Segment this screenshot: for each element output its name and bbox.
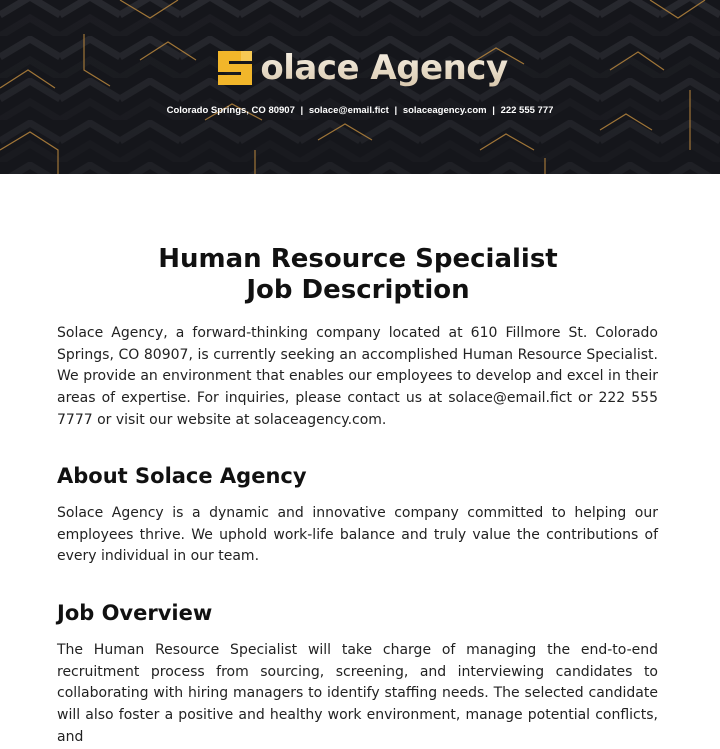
logo [0, 40, 720, 96]
overview-paragraph: The Human Resource Specialist will take charge of managing the end-to-end recruitment process from sourcing, screening, and interviewing candidates to collaborating with hiring managers to identify staffing needs. The selected candidate will also foster a positive and healthy work environment, manage potential conflicts, and [57, 642, 658, 745]
intro-paragraph: Solace Agency, a forward-thinking company located at 610 Fillmore St. Colorado Springs, CO 80907, is currently seeking an accomplished Human Resource Specialist. We provide an environment that enables our employees to develop and excel in their areas of expertise. For inquiries, please contact us at solace@email.fict or 222 555 7777 or visit our website at solaceagency.com. [57, 325, 658, 428]
about-paragraph: Solace Agency is a dynamic and innovative company committed to helping our employees thrive. We uphold work-life balance and truly value the contributions of every individual in our team. [57, 505, 658, 565]
contact-address: Colorado Springs, CO 80907 [166, 105, 295, 116]
separator: | [394, 105, 398, 116]
title-line-2: Job Description [246, 275, 470, 305]
separator: | [300, 105, 304, 116]
contact-line [0, 105, 720, 116]
contact-website[interactable]: solaceagency.com [402, 105, 487, 116]
letterhead-banner [0, 0, 720, 174]
contact-phone: 222 555 777 [500, 105, 554, 116]
section-heading-overview: Job Overview [57, 601, 213, 625]
separator: | [492, 105, 495, 116]
logo-s-mark-icon [212, 45, 258, 91]
title-line-1: Human Resource Specialist [158, 244, 558, 274]
contact-email[interactable]: solace@email.fict [308, 105, 389, 116]
section-heading-about: About Solace Agency [57, 464, 307, 488]
company-logo [212, 45, 507, 91]
document-title [0, 244, 716, 306]
logo-wordmark: olace Agency [260, 48, 508, 88]
